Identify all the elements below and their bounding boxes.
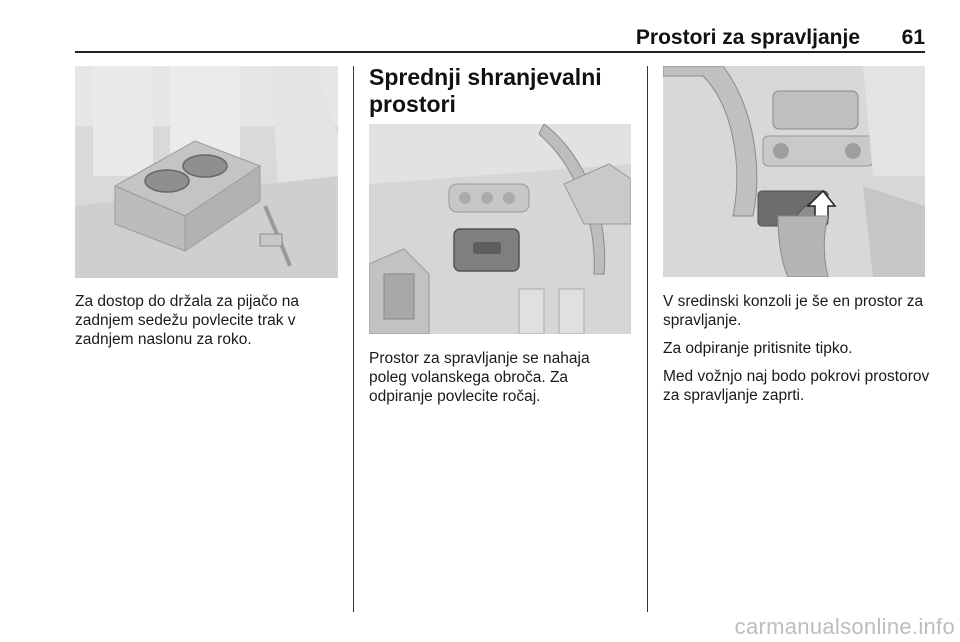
right-paragraph-3: Med vožnjo naj bodo pokrovi prostorov za spravljanje zaprti. bbox=[663, 368, 930, 404]
middle-paragraph-1: Prostor za spravljanje se nahaja poleg volanskega obroča. Za odpiranje povlecite ročaj. bbox=[369, 350, 590, 405]
watermark: carmanualsonline.info bbox=[734, 614, 955, 639]
glovebox-under-steering-wheel-illustration bbox=[369, 124, 631, 334]
column-divider-left bbox=[353, 66, 354, 612]
right-paragraph-1: V sredinski konzoli je še en prostor za spravljanje. bbox=[663, 293, 924, 329]
left-paragraph-1: Za dostop do držala za pijačo na zadnjem sedežu povlecite trak v zadnjem naslonu za roko. bbox=[75, 293, 300, 348]
left-column-text bbox=[75, 292, 340, 358]
column-divider-right bbox=[647, 66, 648, 612]
cup-holder-illustration bbox=[75, 66, 338, 278]
middle-column-text bbox=[369, 349, 631, 415]
page-header-title: Prostori za spravljanje bbox=[635, 26, 860, 49]
right-paragraph-2: Za odpiranje pritisnite tipko. bbox=[663, 340, 853, 357]
header-rule bbox=[75, 51, 925, 53]
center-console-storage-illustration bbox=[663, 66, 925, 277]
page-number: 61 bbox=[901, 26, 925, 49]
right-column-text bbox=[663, 292, 933, 414]
section-heading: Sprednji shranjevalni prostori bbox=[369, 64, 602, 117]
